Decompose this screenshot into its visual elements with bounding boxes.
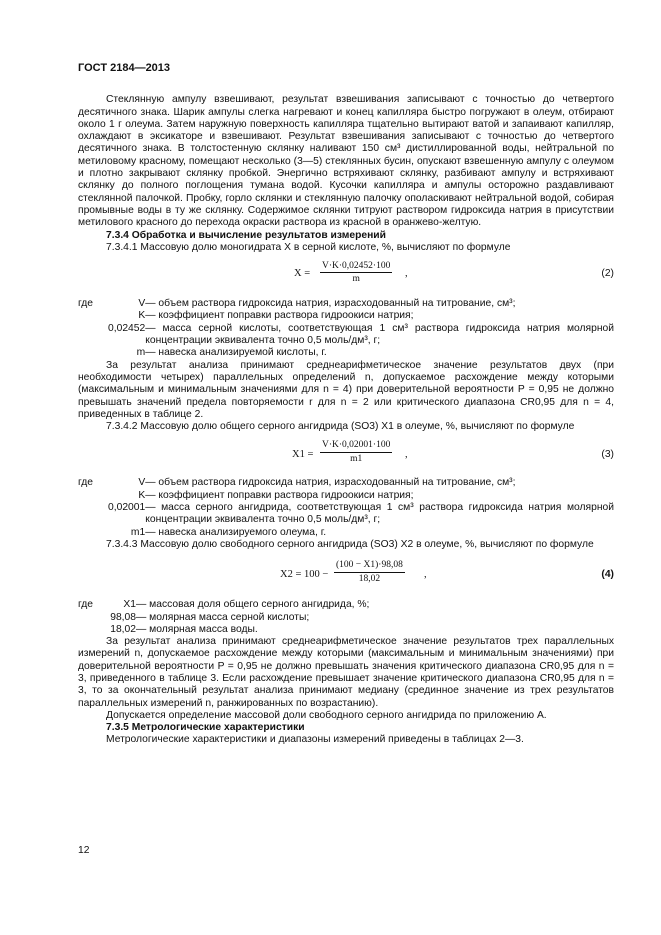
where-list-3 bbox=[78, 599, 614, 636]
where-description: — объем раствора гидроксида натрия, израсходованный на титрование, см³; bbox=[145, 298, 516, 310]
where-description: — объем раствора гидроксида натрия, израсходованный на титрование, см³; bbox=[145, 477, 516, 489]
where-symbol: V bbox=[138, 298, 146, 310]
where-word bbox=[78, 323, 108, 348]
where-word bbox=[78, 502, 108, 527]
where-symbol: V bbox=[138, 477, 146, 489]
formula-4-tail: , bbox=[424, 569, 427, 581]
intro-paragraph: Стеклянную ампулу взвешивают, результат взвешивания записывают с точностью до четвертого десятичного знака. Шарик ампулы слегка нагревают и конец капилляра быстро погружают в олеум, отбирают около 1 г олеума. Затем наружную поверхность капилляра тщательно вытирают ватой и запаивают капилляр, охлаждают в эксикаторе и взвешивают. Результат взвешивания записывают с точностью до четвертого десятичного знака. В толстостенную склянку наливают 150 см³ дистиллированной воды, нейтральной по метиловому красному, помещают несколько (3—5) стеклянных бусин, опускают взвешенную ампулу с олеумом и плотно закрывают склянку пробкой. Энергично встряхивают склянку, разбивают ампулу и встряхивают склянку до полного поглощения тумана водой. Кусочки капилляра и ампулы осторожно раздавливают стеклянной палочкой. Пробку, горло склянки и стеклянную палочку ополаскивают нейтральной водой, собирая промывные воды в ту же склянку. Содержимое склянки титруют раствором гидроксида натрия в присутствии метилового красного до перехода окраски раствора из красной в оранжево-желтую. bbox=[78, 94, 614, 229]
formula-4-lhs: X2 = 100 − bbox=[280, 569, 329, 581]
formula-2-tail: , bbox=[405, 268, 408, 280]
section-7-3-4-2-text: 7.3.4.2 Массовую долю общего серного ангидрида (SO3) X1 в олеуме, %, вычисляют по формуле bbox=[106, 421, 575, 433]
where-description: — коэффициент поправки раствора гидроокиси натрия; bbox=[145, 489, 414, 501]
where-symbol: K bbox=[138, 489, 146, 501]
where-row bbox=[78, 624, 614, 636]
where-symbol: 0,02452 bbox=[108, 322, 146, 334]
where-word bbox=[78, 527, 108, 539]
section-7-3-4-3-text: 7.3.4.3 Массовую долю свободного серного ангидрида (SO3) X2 в олеуме, %, вычисляют по формуле bbox=[106, 538, 594, 550]
formula-3-numerator: V·K·0,02001·100 bbox=[322, 440, 391, 451]
result-paragraph-2: За результат анализа принимают среднеарифметическое значение результатов трех параллельных измерений n, допускаемое расхождение между которыми (максимальным и минимальным значениями) при доверительной вероятности P = 0,95 не должно превышать значения критического диапазона CR0,95 для n = 3, приведенного в таблице 3. Если расхождение превышает значение критического диапазона CR0,95 для n = 3, то за окончательный результат анализа принимают медиану (срединное значение из трех результатов параллельных измерений n, ранжированных по возрастанию). bbox=[78, 636, 614, 709]
where-row bbox=[78, 347, 614, 359]
where-symbol: X1 bbox=[123, 599, 136, 611]
formula-3-tail: , bbox=[405, 449, 408, 461]
where-symbol: K bbox=[138, 310, 146, 322]
appendix-note: Допускается определение массовой доли свободного серного ангидрида по приложению А. bbox=[106, 709, 547, 721]
where-word: где bbox=[78, 599, 94, 611]
where-row bbox=[78, 612, 614, 624]
where-description: — навеска анализируемого олеума, г. bbox=[145, 526, 327, 538]
where-description: — коэффициент поправки раствора гидроокиси натрия; bbox=[145, 310, 414, 322]
where-row bbox=[78, 298, 614, 310]
where-row bbox=[78, 323, 614, 348]
where-description: — молярная масса серной кислоты; bbox=[136, 611, 310, 623]
where-row bbox=[78, 527, 614, 539]
where-word: где bbox=[78, 477, 94, 489]
where-symbol: 0,02001 bbox=[108, 502, 146, 514]
where-description: — масса серной кислоты, соответствующая 1 см³ раствора гидроксида натрия молярной концентрации эквивалента точно 0,5 моль/дм³, г; bbox=[145, 322, 614, 347]
where-row bbox=[78, 477, 614, 489]
formula-2-numerator: V·K·0,02452·100 bbox=[322, 261, 391, 272]
formula-2-lhs: X = bbox=[294, 268, 311, 280]
where-description: — молярная масса воды. bbox=[136, 623, 258, 635]
formula-4-numerator: (100 − X1)·98,08 bbox=[336, 560, 403, 571]
document-page bbox=[78, 62, 614, 747]
formula-4-fraction bbox=[334, 559, 405, 585]
where-symbol: 98,08 bbox=[110, 611, 136, 623]
formula-3-number: (3) bbox=[601, 449, 614, 461]
where-word bbox=[78, 612, 108, 624]
formula-2-denominator: m bbox=[320, 272, 392, 285]
formula-4 bbox=[78, 555, 614, 593]
formula-2 bbox=[78, 258, 614, 292]
where-word: где bbox=[78, 298, 94, 310]
where-word bbox=[78, 624, 108, 636]
where-symbol: 18,02 bbox=[110, 623, 136, 635]
where-list-1 bbox=[78, 298, 614, 359]
where-row bbox=[78, 490, 614, 502]
formula-2-number: (2) bbox=[601, 268, 614, 280]
where-word bbox=[78, 310, 108, 322]
standard-header: ГОСТ 2184—2013 bbox=[78, 62, 171, 74]
where-symbol: m1 bbox=[130, 526, 146, 538]
where-description: — масса серного ангидрида, соответствующая 1 см³ раствора гидроксида натрия молярной концентрации эквивалента точно 0,5 моль/дм³, г; bbox=[145, 502, 614, 526]
formula-4-number: (4) bbox=[601, 569, 614, 581]
formula-4-denominator: 18,02 bbox=[334, 572, 405, 585]
formula-3 bbox=[78, 437, 614, 471]
where-row bbox=[78, 310, 614, 322]
where-word bbox=[78, 347, 108, 359]
where-row bbox=[78, 599, 614, 611]
where-word bbox=[78, 490, 108, 502]
section-7-3-4-1-text: 7.3.4.1 Массовую долю моногидрата X в серной кислоте, %, вычисляют по формуле bbox=[106, 241, 511, 253]
where-list-2 bbox=[78, 477, 614, 538]
where-description: — навеска анализируемой кислоты, г. bbox=[145, 347, 327, 359]
where-row bbox=[78, 502, 614, 527]
result-paragraph-1: За результат анализа принимают среднеарифметическое значение результатов двух (при необходимости четырех) параллельных определений n, допускаемое расхождение между которыми (максимальным и минимальным значениями для n = 4) при доверительной вероятности P = 0,95 не должно превышать значений предела повторяемости r для n = 2 или критического диапазона CR0,95 для n = 4, приведенных в таблице 2. bbox=[78, 359, 614, 420]
page-number: 12 bbox=[78, 845, 90, 856]
section-7-3-4-title: 7.3.4 Обработка и вычисление результатов измерений bbox=[106, 229, 386, 241]
where-symbol: m bbox=[136, 347, 146, 359]
metrology-paragraph: Метрологические характеристики и диапазоны измерений приведены в таблицах 2—3. bbox=[106, 734, 524, 746]
formula-3-fraction bbox=[320, 439, 392, 465]
section-7-3-5-title: 7.3.5 Метрологические характеристики bbox=[106, 722, 305, 734]
where-description: — массовая доля общего серного ангидрида, %; bbox=[136, 599, 370, 611]
formula-2-fraction bbox=[320, 260, 392, 286]
formula-3-lhs: X1 = bbox=[292, 449, 314, 461]
formula-3-denominator: m1 bbox=[320, 452, 392, 465]
